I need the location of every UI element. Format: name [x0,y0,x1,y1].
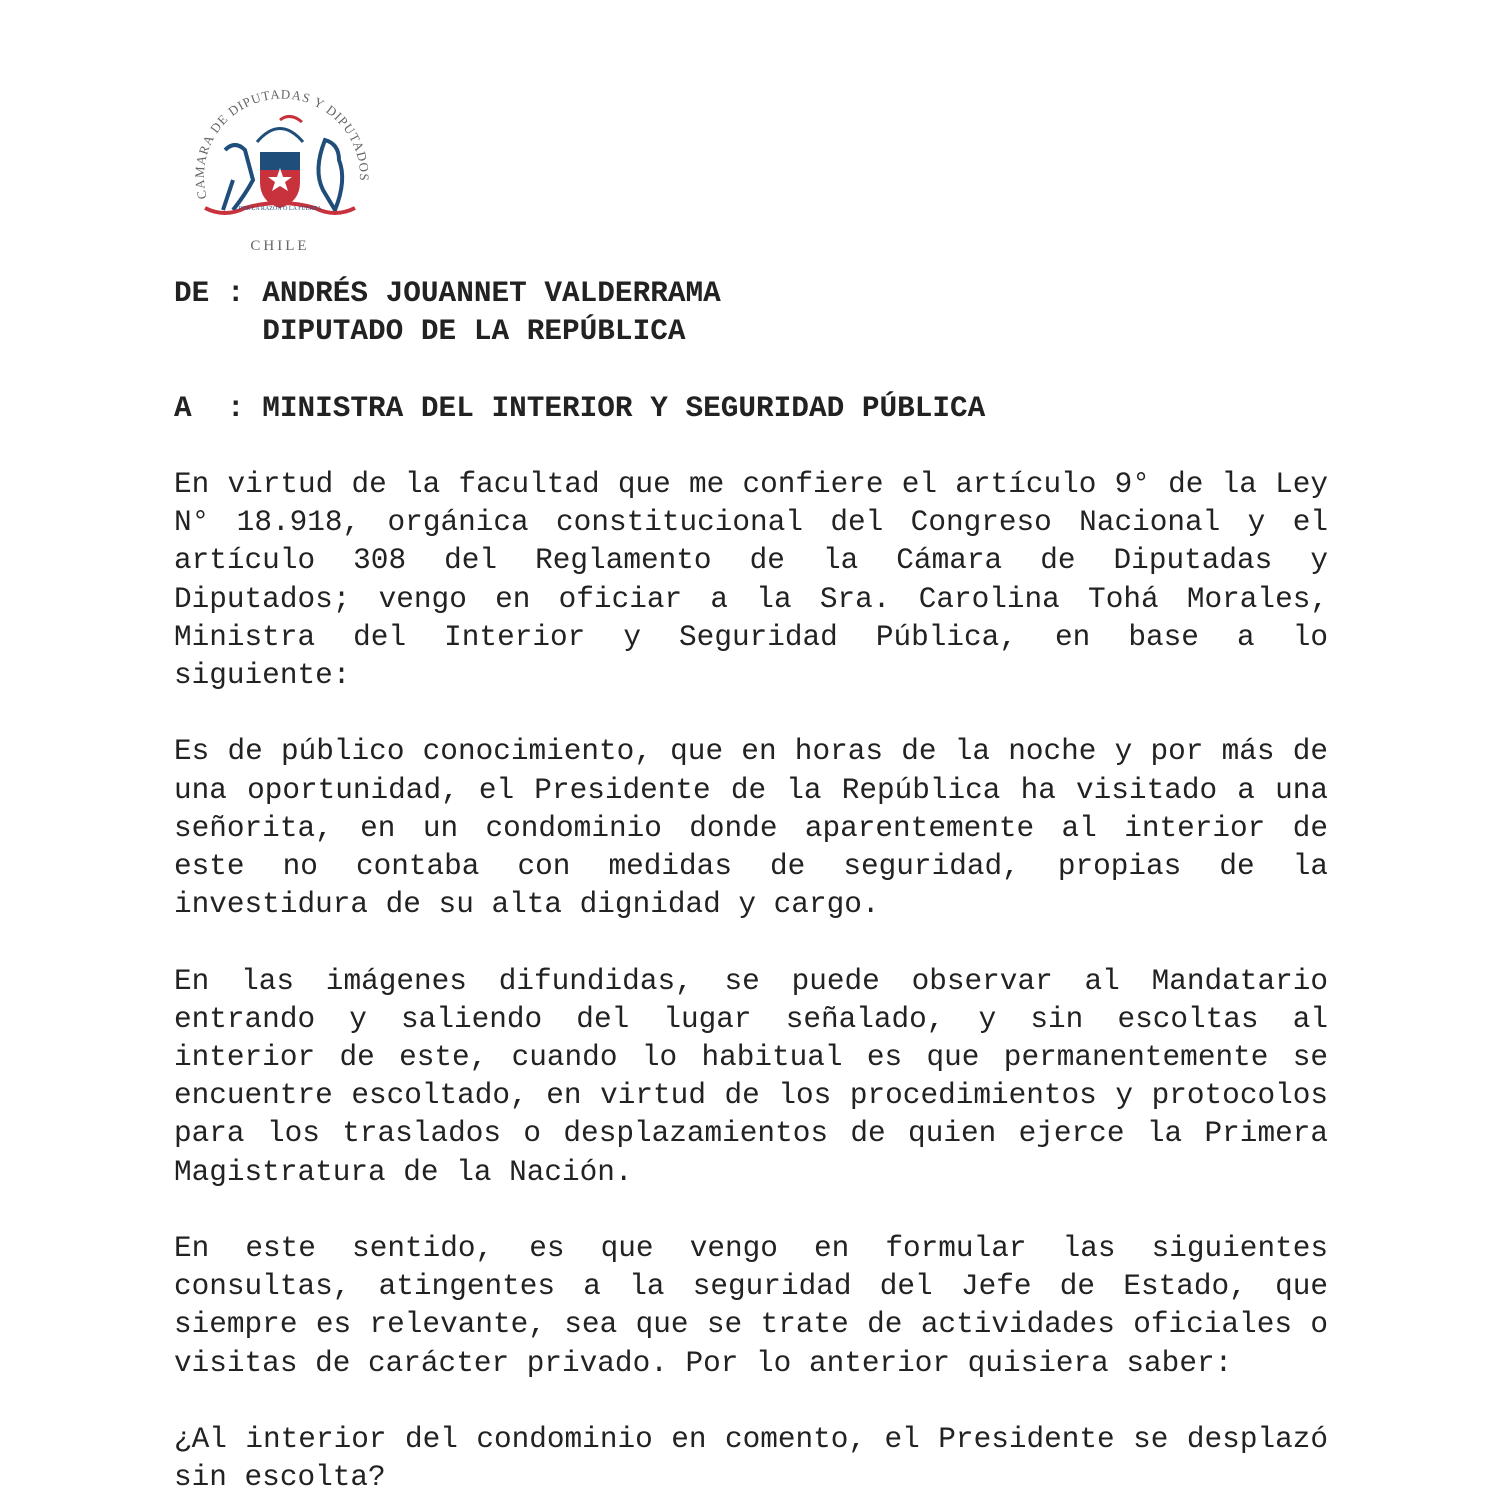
svg-text:POR LA RAZON O LA FUERZA: POR LA RAZON O LA FUERZA [238,206,322,212]
to-line [174,390,1328,428]
svg-text:CHILE: CHILE [250,238,310,254]
paragraph-context: Es de público conocimiento, que en horas de la noche y por más de una oportunidad, el Presidente de la República ha visitado a una señorita, en un condominio donde aparentemente al interior de este no contaba con medidas de seguridad, propias de la investidura de su alta dignidad y cargo. [174,735,1328,922]
document-body [174,275,1328,1497]
from-label: DE : [174,277,263,310]
to-label: A : [174,391,263,425]
from-title-line [174,313,1328,351]
from-name: ANDRÉS JOUANNET VALDERRAMA [262,277,721,310]
paragraph-images: En las imágenes difundidas, se puede observar al Mandatario entrando y saliendo del lugar señalado, y sin escoltas al interior de este, cuando lo habitual es que permanentemente se encuentre escoltado, en virtud de los procedimientos y protocolos para los traslados o desplazamientos de quien ejerce la Primera Magistratura de la Nación. [174,964,1328,1189]
svg-text:CAMARA DE DIPUTADAS Y DIPUTADO: CAMARA DE DIPUTADAS Y DIPUTADOS [191,86,373,201]
from-title: DIPUTADO DE LA REPÚBLICA [262,315,686,349]
chamber-seal-logo [185,80,375,260]
question-1: ¿Al interior del condominio en comento, el Presidente se desplazó sin escolta? [174,1423,1328,1495]
to-name: MINISTRA DEL INTERIOR Y SEGURIDAD PÚBLICA [262,391,986,425]
from-line [174,275,1328,313]
paragraph-questions-intro: En este sentido, es que vengo en formular las siguientes consultas, atingentes a la seguridad del Jefe de Estado, que siempre es relevante, sea que se trate de actividades oficiales o visitas de carácter privado. Por lo anterior quisiera saber: [174,1232,1328,1380]
paragraph-legal-basis: En virtud de la facultad que me confiere el artículo 9° de la Ley N° 18.918, orgánica constitucional del Congreso Nacional y el artículo 308 del Reglamento de la Cámara de Diputadas y Diputados; vengo en oficiar a la Sra. Carolina Tohá Morales, Ministra del Interior y Seguridad Pública, en base a lo siguiente: [174,467,1328,692]
